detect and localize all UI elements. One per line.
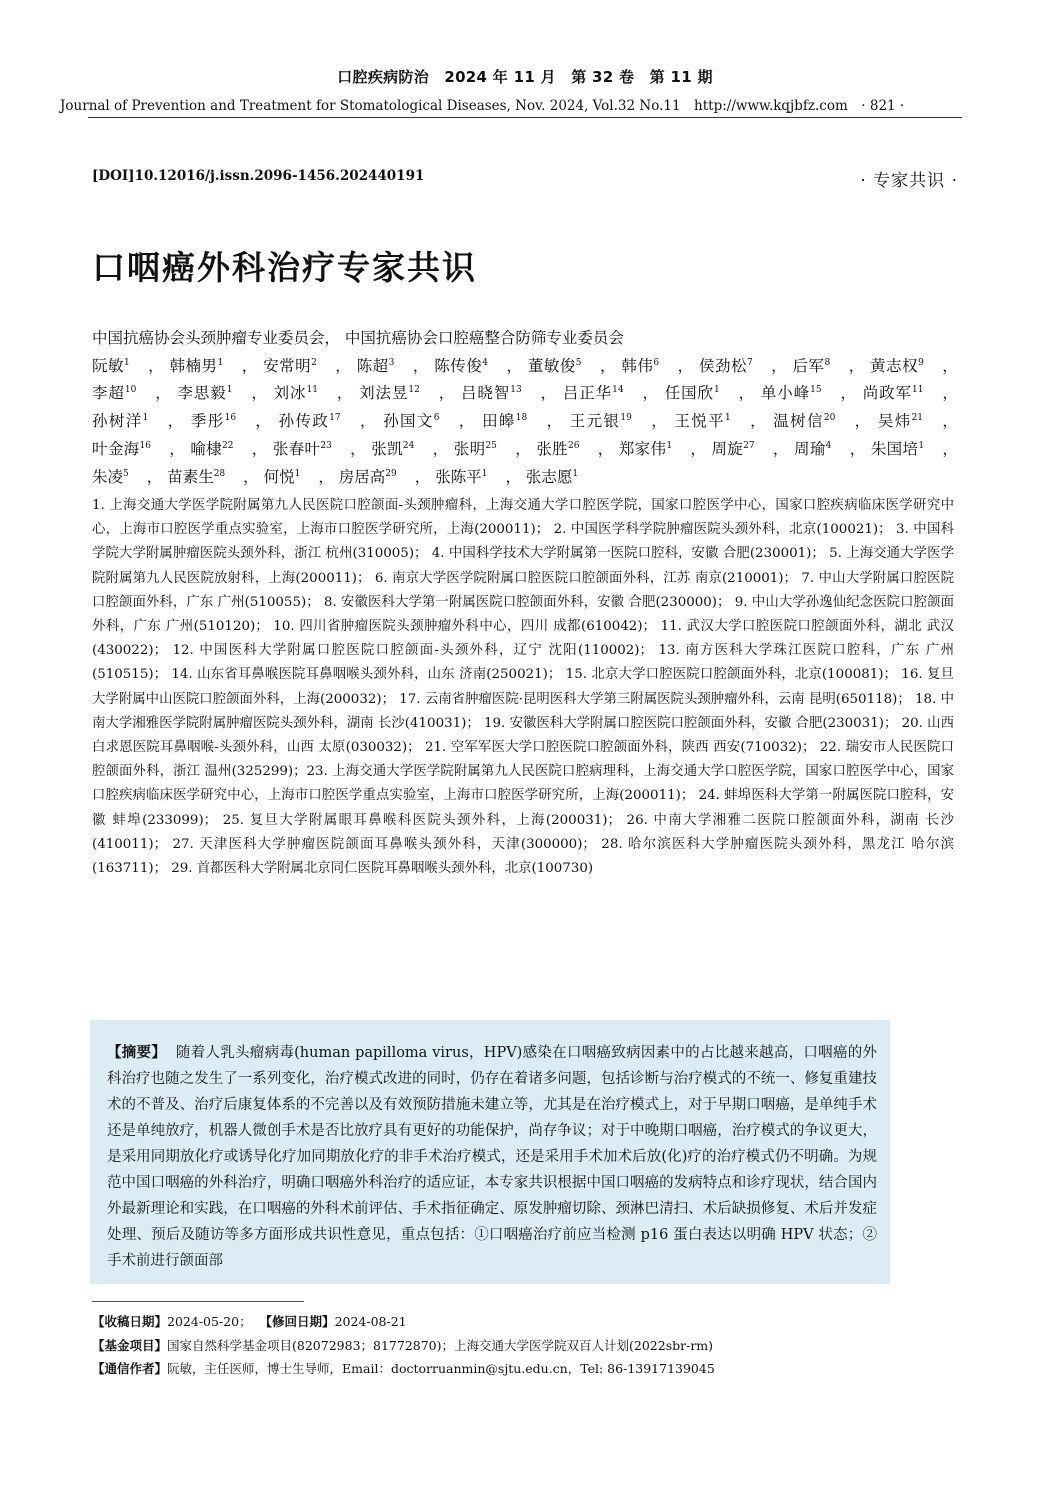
author-name-text: 李思毅 (177, 384, 227, 403)
author-name-text: 郑家伟 (618, 439, 667, 458)
author-name-text: 阮敏 (92, 356, 124, 375)
author-name (454, 440, 497, 458)
author-affiliation-marker: 1 (481, 468, 488, 479)
revised-label: 【修回日期】 (259, 1314, 335, 1329)
author-affiliation-marker: 22 (222, 440, 234, 451)
author-name-text: 张凯 (371, 439, 403, 458)
author-name-text: 张陈平 (435, 467, 482, 486)
author-affiliation-marker: 1 (918, 440, 925, 451)
author-name (773, 412, 835, 430)
author-affiliation-marker: 7 (746, 357, 753, 368)
author-affiliation-marker: 17 (329, 412, 341, 423)
author-name-text: 张明 (453, 439, 486, 458)
author-affiliation-marker: 8 (824, 357, 831, 368)
author-affiliation-marker: 16 (224, 412, 237, 423)
author-affiliation-marker: 11 (912, 385, 924, 396)
abstract (107, 1040, 877, 1274)
author-name (711, 440, 754, 458)
author-name-text: 田皞 (482, 412, 516, 431)
author-name (357, 357, 395, 375)
author-name-text: 任国欣 (664, 384, 714, 403)
author-affiliation-marker: 19 (620, 412, 632, 423)
author-affiliation-marker: 21 (911, 412, 924, 423)
author-name (619, 440, 672, 458)
author-name-text: 朱凌 (92, 467, 124, 486)
author-name (92, 384, 136, 402)
revised-date: 2024-08-21 (334, 1314, 407, 1329)
author-affiliation-marker: 14 (612, 385, 624, 396)
fund-text: 国家自然科学基金项目(82072983；81772870)；上海交通大学医学院双百人计划(2022sbr-rm) (167, 1337, 714, 1353)
author-name (263, 357, 317, 375)
author-affiliation-marker: 1 (713, 385, 720, 396)
author-name-text: 尚政军 (862, 384, 912, 403)
author-affiliation-marker: 1 (142, 412, 149, 423)
author-name-text: 韩伟 (621, 356, 654, 375)
article-title: 口咽癌外科治疗专家共识 (92, 248, 477, 287)
author-name (878, 412, 923, 430)
author-name (435, 468, 487, 486)
corr-label: 【通信作者】 (92, 1361, 168, 1376)
author-name (621, 357, 659, 375)
author-name-text: 吕正华 (562, 384, 613, 403)
author-name-text: 刘法昱 (359, 384, 409, 403)
author-name (793, 357, 831, 375)
author-name-text: 孙树洋 (92, 412, 143, 431)
author-name (359, 384, 420, 402)
author-affiliation-marker: 4 (825, 440, 832, 451)
author-name (191, 412, 236, 430)
author-affiliation-marker: 1 (294, 468, 301, 479)
author-name-text: 后军 (792, 356, 825, 375)
author-name-text: 刘冰 (273, 384, 307, 403)
author-affiliation-marker: 6 (653, 357, 660, 368)
author-affiliation-marker: 29 (385, 468, 397, 479)
author-affiliation-marker: 1 (123, 357, 130, 368)
author-affiliation-marker: 9 (918, 357, 924, 368)
author-affiliation-marker: 1 (572, 468, 579, 479)
author-list: 阮敏$^1$ ， 韩楠男$^1$ ， 安常明$^2$ ， 陈超$^3$ ， 陈传俊$^4$ ， 董敏俊$^5$ ， 韩伟$^6$ ， 侯劲松$^7$ ， 后军$^8$ ， 黄志权$^9$ ， 李超$^{10}$ ， 李思毅$^1$ ， 刘冰$^{11}$ ， 刘法昱$^{12}$ ， 吕晓智$^{13}$ ， 吕正华$^{14}$ ， 任国欣$^1$ ， 单小峰$^{15}$ ， 尚政军$^{11}$ ， 孙树洋$^1$ ， 季彤$^{16}$ ， 孙传政$^{17}$ ， 孙国文$^6$ ， 田皞$^{18}$ ， 王元银$^{19}$ ， 王悦平$^1$ ， 温树信$^{20}$ ， 吴炜$^{21}$ ， 叶金海$^{16}$ ， 喻棣$^{22}$ ， 张春叶$^{23}$ ， 张凯$^{24}$ ， 张明$^{25}$ ， 张胜$^{26}$ ， 郑家伟$^1$ ， 周旋$^{27}$ ， 周瑜$^4$ ， 朱国培$^1$ ， 朱凌$^5$ ， 苗素生$^{28}$ ， 何悦$^1$ ， 房居高$^{29}$ ， 张陈平$^1$ ， 张志愿$^1$ (92, 356, 958, 486)
author-name-text: 黄志权 (870, 356, 919, 375)
author-name-text: 苗素生 (167, 467, 214, 486)
author-affiliation-marker: 2 (311, 357, 317, 368)
author-affiliation-marker: 12 (408, 385, 420, 396)
author-name-text: 周旋 (711, 439, 744, 458)
author-name-text: 单小峰 (760, 384, 811, 403)
author-affiliation-marker: 5 (575, 357, 582, 368)
author-name (273, 440, 332, 458)
author-section (92, 325, 958, 491)
author-name (339, 468, 397, 486)
author-name (92, 357, 130, 375)
abstract-body: 随着人乳头瘤病毒(human papilloma virus，HPV)感染在口咽癌致病因素中的占比越来越高，口咽癌的外科治疗也随之发生了一系列变化，治疗模式改进的同时，仍存在着诸多问题，包括诊断与治疗模式的不统一、修复重建技术的不普及、治疗后康复体系的不完善以及有效预防措施未建立等，尤其是在治疗模式上，对于早期口咽癌，是单纯手术还是单纯放疗，机器人微创手术是否比放疗具有更好的功能保护，尚存争议；对于中晚期口咽癌，治疗模式的争议更大，是采用同期放化疗或诱导化疗加同期放化疗的非手术治疗模式，还是采用手术加术后放(化)疗的治疗模式仍不明确。为规范中国口咽癌的外科治疗，明确口咽癌外科治疗的适应证，本专家共识根据中国口咽癌的发病特点和诊疗现状，结合国内外最新理论和实践，在口咽癌的外科术前评估、手术指征确定、原发肿瘤切除、颈淋巴清扫、术后缺损修复、术后并发症处理、预后及随访等多方面形成共识性意见，重点包括：①口咽癌治疗前应当检测 p16 蛋白表达以明确 HPV 状态；②手术前进行颌面部 (107, 1045, 878, 1269)
author-affiliation-marker: 16 (139, 440, 151, 451)
author-affiliation-marker: 10 (124, 385, 137, 396)
dates-line (92, 1310, 962, 1334)
author-name (528, 357, 582, 375)
correspondence-line (92, 1357, 962, 1381)
author-name-text: 房居高 (338, 467, 386, 486)
column-tag: · 专家共识 · (860, 171, 958, 191)
author-name (177, 384, 232, 402)
author-affiliation-marker: 1 (724, 412, 731, 423)
author-name-text: 张胜 (536, 439, 568, 458)
author-affiliation-marker: 24 (402, 440, 415, 451)
author-affiliation-marker: 11 (306, 385, 318, 396)
author-name-text: 侯劲松 (698, 356, 747, 375)
author-name (570, 412, 632, 430)
author-name (92, 412, 148, 430)
author-name (274, 384, 318, 402)
author-name-text: 李超 (92, 384, 125, 403)
author-name-text: 张志愿 (525, 467, 573, 486)
author-name (371, 440, 414, 458)
author-name (92, 440, 151, 458)
author-name-text: 孙传政 (278, 412, 330, 431)
author-affiliation-marker: 18 (515, 412, 528, 423)
committees: 中国抗癌协会头颈肿瘤专业委员会， 中国抗癌协会口腔癌整合防筛专业委员会 (92, 329, 624, 347)
abstract-label: 【摘要】 (107, 1045, 167, 1061)
author-affiliation-marker: 26 (567, 440, 580, 451)
author-name-text: 王悦平 (674, 412, 725, 431)
author-name (170, 357, 224, 375)
author-affiliation-marker: 3 (388, 357, 395, 368)
author-affiliation-marker: 4 (482, 357, 488, 368)
author-affiliation-marker: 13 (510, 385, 522, 396)
author-name (264, 468, 301, 486)
author-name (674, 412, 730, 430)
author-name-text: 季彤 (190, 412, 225, 431)
author-affiliation-marker: 1 (217, 357, 224, 368)
author-affiliation-marker: 27 (743, 440, 755, 451)
author-name (167, 468, 225, 486)
author-name (761, 384, 822, 402)
author-name (190, 440, 233, 458)
fund-line (92, 1334, 962, 1358)
author-name (536, 440, 579, 458)
author-affiliation-marker: 5 (123, 468, 129, 479)
author-affiliation-marker: 23 (320, 440, 332, 451)
corr-text: 阮敏，主任医师，博士生导师，Email：doctorruanmin@sjtu.edu.cn，Tel: 86-13917139045 (167, 1361, 715, 1376)
author-name (863, 384, 924, 402)
author-name-text: 周瑜 (794, 439, 826, 458)
fund-label: 【基金项目】 (92, 1337, 168, 1353)
author-name-text: 叶金海 (92, 439, 140, 458)
author-name (383, 412, 439, 430)
author-affiliation-marker: 1 (226, 385, 233, 396)
received-label: 【收稿日期】 (92, 1314, 168, 1329)
author-affiliation-marker: 6 (433, 412, 440, 423)
affiliations: 1. 上海交通大学医学院附属第九人民医院口腔颌面-头颈肿瘤科，上海交通大学口腔医学院，国家口腔医学中心，国家口腔疾病临床医学研究中心，上海市口腔医学重点实验室，上海市口腔医学研究所，上海(200011)； 2. 中国医学科学院肿瘤医院头颈外科，北京(100021)； 3. 中国科学院大学附属肿瘤医院头颈外科，浙江 杭州(310005)； 4. 中国科学技术大学附属第一医院口腔科，安徽 合肥(230001)； 5. 上海交通大学医学院附属第九人民医院放射科，上海(200011)； 6. 南京大学医学院附属口腔医院口腔颌面外科，江苏 南京(210001)； 7. 中山大学附属口腔医院口腔颌面外科，广东 广州(510055)； 8. 安徽医科大学第一附属医院口腔颌面外科，安徽 合肥(230000)； 9. 中山大学孙逸仙纪念医院口腔颌面外科，广东 广州(510120)； 10. 四川省肿瘤医院头颈肿瘤外科中心，四川 成都(610042)； 11. 武汉大学口腔医院口腔颌面外科，湖北 武汉(430022)； 12. 中国医科大学附属口腔医院口腔颌面-头颈外科，辽宁 沈阳(110002)； 13. 南方医科大学珠江医院口腔科，广东 广州(510515)； 14. 山东省耳鼻喉医院耳鼻咽喉头颈外科，山东 济南(250021)； 15. 北京大学口腔医院口腔颌面外科，北京(100081)； 16. 复旦大学附属中山医院口腔颌面外科，上海(200032)； 17. 云南省肿瘤医院·昆明医科大学第三附属医院头颈肿瘤外科，云南 昆明(650118)； 18. 中南大学湘雅医学院附属肿瘤医院头颈外科，湖南 长沙(410031)； 19. 安徽医科大学附属口腔医院口腔颌面外科，安徽 合肥(230031)； 20. 山西白求恩医院耳鼻咽喉-头颈外科，山西 太原(030032)； 21. 空军军医大学口腔医院口腔颌面外科，陕西 西安(710032)； 22. 瑞安市人民医院口腔颌面外科，浙江 温州(325299)；23. 上海交通大学医学院附属第九人民医院口腔病理科，上海交通大学口腔医学院，国家口腔医学中心，国家口腔疾病临床医学研究中心，上海市口腔医学重点实验室，上海市口腔医学研究所，上海(200011)； 24. 蚌埠医科大学第一附属医院口腔科，安徽 蚌埠(233099)； 25. 复旦大学附属眼耳鼻喉科医院头颈外科，上海(200031)； 26. 中南大学湘雅二医院口腔颌面外科，湖南 长沙(410011)； 27. 天津医科大学肿瘤医院颌面耳鼻喉头颈外科，天津(300000)； 28. 哈尔滨医科大学肿瘤医院头颈外科，黑龙江 哈尔滨(163711)； 29. 首都医科大学附属北京同仁医院耳鼻咽喉头颈外科，北京(100730) (92, 498, 954, 877)
author-affiliation-marker: 20 (823, 412, 836, 423)
doi: [DOI]10.12016/j.issn.2096-1456.202440191 (92, 168, 425, 184)
author-name (871, 440, 924, 458)
author-name (665, 384, 720, 402)
author-name (526, 468, 578, 486)
author-name-text: 董敏俊 (527, 356, 576, 375)
author-name (434, 357, 488, 375)
author-name-text: 喻棣 (190, 439, 223, 458)
footnotes (92, 1310, 962, 1381)
author-name-text: 韩楠男 (169, 356, 218, 375)
footnote-rule (92, 1301, 304, 1302)
received-date: 2024-05-20； (167, 1314, 252, 1329)
author-name (461, 384, 522, 402)
author-name (699, 357, 753, 375)
author-name-text: 孙国文 (383, 412, 434, 431)
author-name-text: 王元银 (569, 412, 621, 431)
author-name-text: 何悦 (263, 467, 295, 486)
author-affiliation-marker: 28 (213, 468, 226, 479)
author-name (870, 357, 924, 375)
author-name-text: 安常明 (263, 356, 312, 375)
author-name-text: 张春叶 (272, 439, 321, 458)
author-name (563, 384, 624, 402)
author-affiliation-marker: 25 (485, 440, 497, 451)
author-name (279, 412, 341, 430)
author-affiliation-marker: 15 (810, 385, 822, 396)
author-affiliation-marker: 1 (666, 440, 673, 451)
running-header-en: Journal of Prevention and Treatment for Stomatological Diseases, Nov. 2024, Vol.32 No.11 http://www.kqjbfz.com · 821 · (60, 98, 905, 114)
author-name-text: 吴炜 (877, 412, 912, 431)
author-name-text: 吕晓智 (460, 384, 511, 403)
author-name (482, 412, 527, 430)
author-name-text: 温树信 (773, 412, 824, 431)
author-name (794, 440, 831, 458)
author-name-text: 朱国培 (870, 439, 919, 458)
running-header-cn: 口腔疾病防治 2024 年 11 月 第 32 卷 第 11 期 (337, 68, 713, 86)
author-name (92, 468, 129, 486)
author-name-text: 陈超 (356, 356, 389, 375)
header-rule (88, 117, 962, 118)
author-name-text: 陈传俊 (434, 356, 483, 375)
